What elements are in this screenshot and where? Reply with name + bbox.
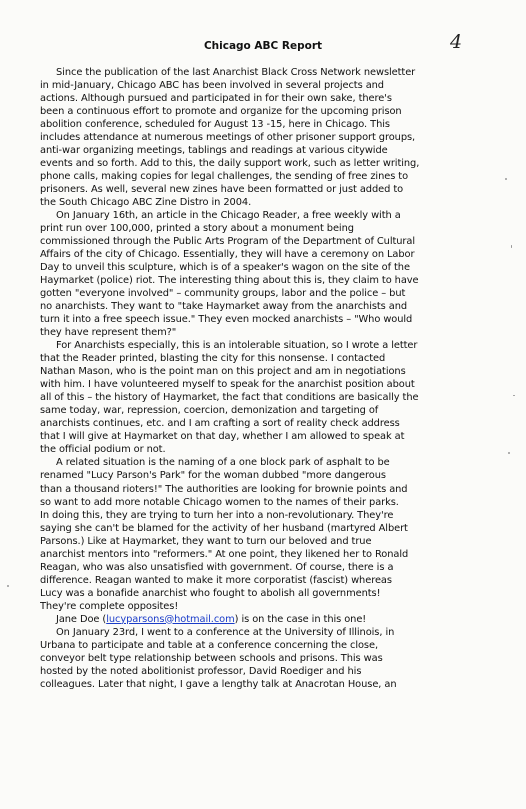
text-line: been a continuous effort to promote and organize for the upcoming prison <box>40 106 402 118</box>
text-line: conveyor belt type relationship between schools and prisons. This was <box>40 652 383 664</box>
text-line: gotten "everyone involved" – community groups, labor and the police – but <box>40 288 406 300</box>
text-line: than a thousand rioters!" The authorities are looking for brownie points and <box>40 483 408 495</box>
text-line: includes attendance at numerous meetings of other prisoner support groups, <box>40 132 416 144</box>
text-line <box>40 613 496 626</box>
text-line: actions. Although pursued and participated in for their own sake, there's <box>40 93 392 105</box>
text-line: no anarchists. They want to "take Haymarket away from the anarchists and <box>40 301 408 313</box>
text-line: so want to add more notable Chicago women to the names of their parks. <box>40 496 399 508</box>
text-line: that the Reader printed, blasting the city for this nonsense. I contacted <box>40 353 386 365</box>
text-line: they have represent them?" <box>40 327 177 339</box>
line-suffix: ) is on the case in this one! <box>234 613 367 625</box>
page-number: 4 <box>450 31 463 53</box>
email-link[interactable]: lucyparsons@hotmail.com <box>106 613 235 625</box>
article-body <box>40 66 496 691</box>
scan-speck <box>7 585 9 587</box>
text-line: that I will give at Haymarket on that day, whether I am allowed to speak at <box>40 431 405 443</box>
scan-speck <box>513 395 515 396</box>
text-line: commissioned through the Public Arts Program of the Department of Cultural <box>40 236 416 248</box>
text-line: anti-war organizing meetings, tablings and readings at various citywide <box>40 145 388 157</box>
scan-speck <box>505 178 507 180</box>
scan-speck <box>508 452 510 454</box>
text-line: Parsons.) Like at Haymarket, they want to turn our beloved and true <box>40 535 372 547</box>
text-line: A related situation is the naming of a one block park of asphalt to be <box>56 457 390 469</box>
text-line: On January 16th, an article in the Chicago Reader, a free weekly with a <box>56 210 401 222</box>
text-line: in mid-January, Chicago ABC has been involved in several projects and <box>40 80 384 92</box>
text-line: Nathan Mason, who is the point man on this project and am in negotiations <box>40 366 406 378</box>
text-line: the South Chicago ABC Zine Distro in 2004. <box>40 197 252 209</box>
text-line: renamed "Lucy Parson's Park" for the woman dubbed "more dangerous <box>40 470 386 482</box>
text-line: On January 23rd, I went to a conference at the University of Illinois, in <box>56 626 395 638</box>
text-line: In doing this, they are trying to turn her into a non-revolutionary. They're <box>40 509 394 521</box>
text-line: all of this – the history of Haymarket, the fact that conditions are basically the <box>40 392 419 404</box>
text-line: Affairs of the city of Chicago. Essentially, they will have a ceremony on Labor <box>40 249 415 261</box>
text-line: For Anarchists especially, this is an intolerable situation, so I wrote a letter <box>56 340 418 352</box>
text-line: saying she can't be blamed for the activity of her husband (martyred Albert <box>40 522 408 534</box>
text-line: anarchists continues, etc. and I am crafting a sort of reality check address <box>40 418 400 430</box>
text-line: Since the publication of the last Anarchist Black Cross Network newsletter <box>56 67 416 78</box>
text-line: print run over 100,000, printed a story about a monument being <box>40 223 354 235</box>
text-line: same today, war, repression, coercion, demonization and targeting of <box>40 405 379 417</box>
text-line: phone calls, making copies for legal challenges, the sending of free zines to <box>40 171 409 183</box>
text-line: turn it into a free speech issue." They even mocked anarchists – "Who would <box>40 314 413 326</box>
text-line: colleagues. Later that night, I gave a lengthy talk at Anacrotan House, an <box>40 678 397 690</box>
text-line: Day to unveil this sculpture, which is of a speaker's wagon on the site of the <box>40 262 410 274</box>
text-line: events and so forth. Add to this, the daily support work, such as letter writing, <box>40 158 420 170</box>
text-line: Lucy was a bonafide anarchist who fought to abolish all governments! <box>40 587 381 599</box>
text-line: difference. Reagan wanted to make it more corporatist (fascist) whereas <box>40 574 392 586</box>
text-line: with him. I have volunteered myself to speak for the anarchist position about <box>40 379 415 391</box>
text-line: abolition conference, scheduled for August 13 -15, here in Chicago. This <box>40 119 390 131</box>
scan-speck <box>511 245 512 248</box>
text-line: They're complete opposites! <box>40 600 179 612</box>
text-line: anarchist mentors into "reformers." At one point, they likened her to Ronald <box>40 548 409 560</box>
line-prefix: Jane Doe ( <box>56 613 107 625</box>
page-title: Chicago ABC Report <box>203 40 323 52</box>
text-line: Urbana to participate and table at a conference concerning the close, <box>40 639 379 651</box>
text-line: Haymarket (police) riot. The interesting thing about this is, they claim to have <box>40 275 419 287</box>
text-line: prisoners. As well, several new zines have been formatted or just added to <box>40 184 404 196</box>
text-line: hosted by the noted abolitionist professor, David Roediger and his <box>40 665 362 677</box>
text-line: the official podium or not. <box>40 444 166 456</box>
text-line: Reagan, who was also unsatisfied with government. Of course, there is a <box>40 561 394 573</box>
